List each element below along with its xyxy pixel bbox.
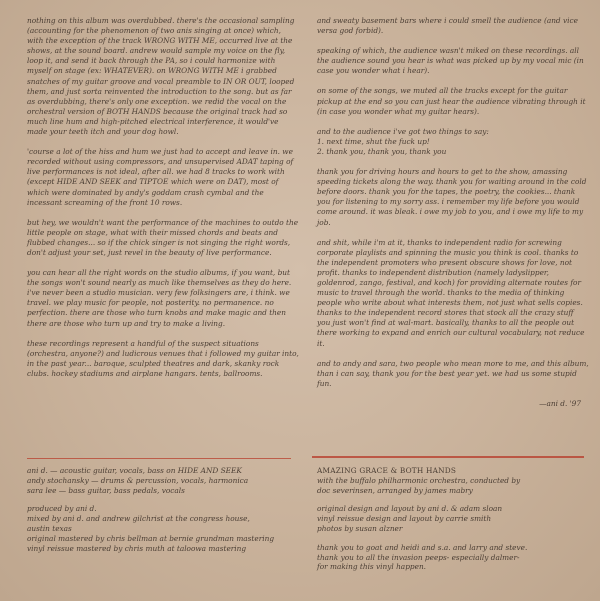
credit-line: thank you to all the invasion peeps- especially dalmer-	[317, 552, 520, 562]
credit-line: for making this vinyl happen.	[317, 562, 427, 572]
credit-line: photos by susan alzner	[317, 523, 403, 533]
credit-line: vinyl reissue mastered by chris muth at taloowa mastering	[27, 543, 247, 553]
credit-line: austin texas	[27, 523, 72, 533]
credit-line: thank you to goat and heidi and s.a. and larry and steve.	[317, 542, 528, 552]
liner-notes-right-column	[317, 16, 589, 409]
credit-line: ani d. — acoustic guitar, vocals, bass on HIDE AND SEEK	[27, 466, 242, 475]
liner-paragraph: but hey, we wouldn't want the performance of the machines to outdo the little people on stage, what with their missed chords and beats and flubbed changes... so if the chick singer is not singing the right words, don't adjust your set, just revel in the beauty of live performance.	[27, 217, 299, 257]
liner-paragraph: and sweaty basement bars where i could smell the audience (and vice versa god forbid).	[317, 16, 578, 36]
credit-line: sara lee — bass guitar, bass pedals, vocals	[27, 485, 185, 495]
liner-paragraph: these recordings represent a handful of the suspect situations (orchestra, anyone?) and ludicrous venues that i followed my guitar into, in the past year... baroque, sculpted theatres and dark, skanky rock clubs. hockey stadiums and airplane hangars. tents, ballrooms.	[27, 338, 299, 378]
credits-left-column	[27, 466, 299, 562]
liner-paragraph: speaking of which, the audience wasn't miked on these recordings. all the audience sound you hear is what was picked up by my vocal mic (in case you wonder what i hear).	[317, 46, 584, 76]
divider-line-left	[27, 458, 291, 459]
liner-paragraph: and shit, while i'm at it, thanks to independent radio for screwing corporate playlists and spinning the music you think is cool. thanks to the independent promoters who present obscure shows for love, not profit. thanks to independent distribution (namely ladyslipper, goldenrod, zango, festival, and koch) for providing alternate routes for music to travel through the world. thanks to the media of thinking people who write about what interests them, not just what sells copies. thanks to the independent record stores that stock all the crazy stuff you just won't find at wal-mart. basically, thanks to all the people out there working to expand and enrich our cultural vocabulary, not reduce it.	[317, 237, 585, 348]
liner-notes-left-column	[27, 16, 299, 389]
design-credits	[317, 504, 589, 533]
liner-paragraph: thank you for driving hours and hours to get to the show, amassing speeding tickets along the way. thank you for waiting around in the cold before doors. thank you for the tapes, the poetry, the cookies... thank you for listening to my sorry ass. i remember my life before you would come around. it was bleak. i owe my job to you, and i owe my life to my job.	[317, 167, 587, 227]
production-credits	[27, 504, 299, 553]
credit-line: andy stochansky — drums & percussion, vocals, harmonica	[27, 475, 249, 485]
credit-line: doc severinsen, arranged by james mabry	[317, 485, 473, 495]
credit-line: with the buffalo philharmonic orchestra, conducted by	[317, 475, 521, 485]
liner-paragraph: and to the audience i've got two things to say: 1. next time, shut the fuck up! 2. thank you, thank you, thank you	[317, 126, 489, 156]
credit-line: mixed by ani d. and andrew gilchrist at the congress house,	[27, 514, 250, 524]
credit-line: produced by ani d.	[27, 504, 97, 514]
liner-paragraph: you can hear all the right words on the studio albums, if you want, but the songs won't sound nearly as much like themselves as they do here. i've never been a studio musician. very few folksingers are, i think. we travel. we play music for people, not posterity. no permanence. no perfection. there are those who turn knobs and make magic and then there are those who turn up and try to make a living.	[27, 268, 292, 328]
orchestra-credits	[317, 466, 589, 495]
credit-line: AMAZING GRACE & BOTH HANDS	[317, 466, 457, 475]
credits-right-column	[317, 466, 589, 581]
liner-paragraph: nothing on this album was overdubbed. there's the occasional sampling (accounting for the phenomenon of two anis singing at once) which, with the exception of the track WRONG WITH ME, occurred live at the shows, at the sound board. andrew would sample my voice on the fly, loop it, and send it back through the PA, so i could harmonize with myself on stage (ex: WHATEVER). on WRONG WITH ME i grabbed snatches of my guitar groove and vocal preamble to IN OR OUT, looped them, and just sorta reinvented the introduction to the song. but as far as overdubbing, there's only one exception. we redid the vocal on the orchestral version of BOTH HANDS because the original track had so much line hum and high-pitched electrical interference, it would've made your teeth itch and your dog howl.	[27, 16, 295, 137]
thanks-credits	[317, 543, 589, 572]
credit-line: original mastered by chris bellman at bernie grundman mastering	[27, 533, 275, 543]
liner-paragraph: and to andy and sara, two people who mean more to me, and this album, than i can say, thank you for the best year yet. we had us some stupid fun.	[317, 358, 589, 388]
signature: —ani d. '97	[539, 398, 581, 408]
divider-line-right	[312, 456, 584, 458]
liner-paragraph: 'course a lot of the hiss and hum we just had to accept and leave in. we recorded without using compressors, and unsupervised ADAT taping of live performances is not ideal, after all. we had 8 tracks to work with (except HIDE AND SEEK and TIPTOE which were on DAT), most of which were dominated by andy's goddam crash cymbal and the incessant screaming of the front 10 rows.	[27, 147, 294, 207]
credit-line: original design and layout by ani d. & adam sloan	[317, 504, 503, 514]
personnel-credits	[27, 466, 299, 495]
credit-line: vinyl reissue design and layout by carrie smith	[317, 514, 492, 524]
liner-paragraph: on some of the songs, we muted all the tracks except for the guitar pickup at the end so you can just hear the audience vibrating through it (in case you wonder what my guitar hears).	[317, 86, 586, 116]
